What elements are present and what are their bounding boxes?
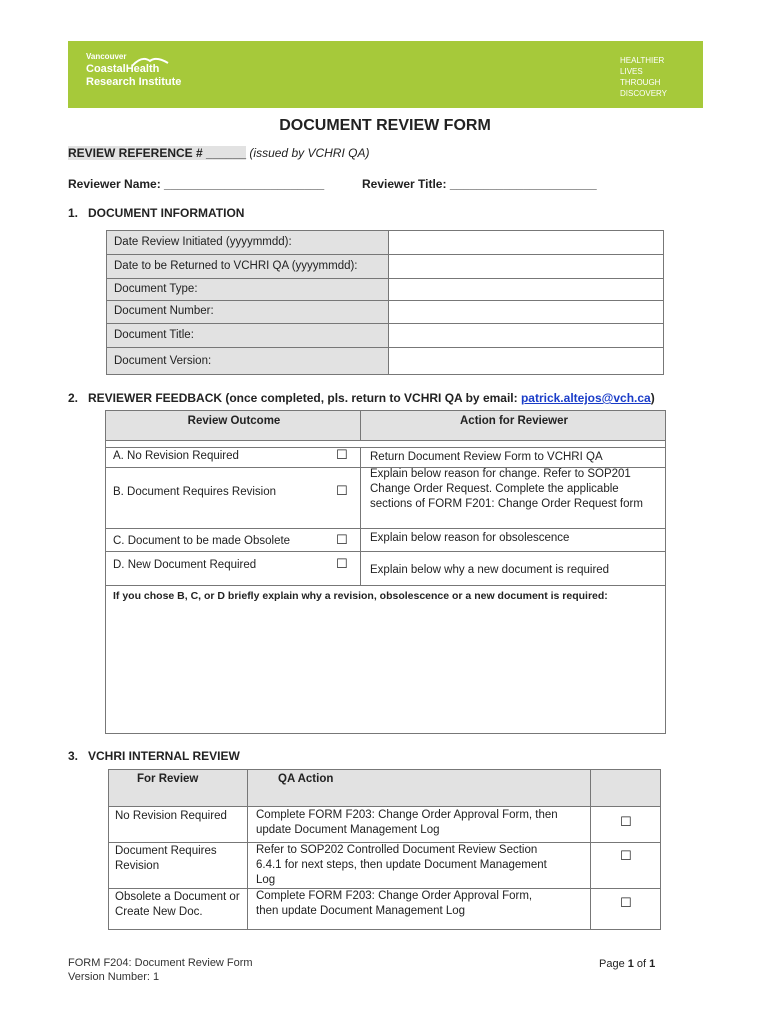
qa-no-revision-checkbox[interactable]: ☐ [620, 815, 632, 830]
action-reviewer-header [360, 410, 666, 441]
tagline [620, 55, 667, 99]
doc-info-label-cell [106, 300, 389, 324]
qa-action-cell [247, 888, 591, 930]
page-total: 1 [649, 958, 656, 970]
outcome-cell [105, 447, 361, 468]
doc-info-label: Date Review Initiated (yyyymmdd): [114, 236, 292, 248]
qa-action-text: Complete FORM F203: Change Order Approval Form, then update Document Management Log [256, 890, 533, 917]
tagline-line1: HEALTHIER [620, 56, 665, 65]
logo-line1: Vancouver [86, 52, 127, 61]
for-review-label: Obsolete a Document or Create New Doc. [115, 891, 240, 918]
email-link[interactable]: patrick.altejos@vch.ca [520, 391, 651, 405]
outcome-cell [105, 528, 361, 552]
for-review-label: Document Requires Revision [115, 845, 217, 872]
action-cell [360, 528, 666, 552]
page-label: Page [599, 958, 628, 970]
qa-obsolete-checkbox[interactable]: ☐ [620, 896, 632, 911]
section2-heading-end: ) [650, 391, 655, 405]
outcome-cell [105, 551, 361, 586]
tagline-line2: LIVES [620, 67, 643, 76]
qa-check-cell [590, 888, 661, 930]
outcome-c-checkbox[interactable]: ☐ [336, 533, 348, 548]
for-review-cell [108, 888, 248, 930]
doc-info-label-cell [106, 254, 389, 279]
qa-action-text: Refer to SOP202 Controlled Document Review Section 6.4.1 for next steps, then update Document Management Log [256, 844, 547, 886]
doc-info-label-cell [106, 278, 389, 301]
action-cell [360, 447, 666, 468]
action-reviewer-heading: Action for Reviewer [460, 415, 568, 427]
page-title: DOCUMENT REVIEW FORM [279, 117, 491, 134]
page-of: of [633, 958, 650, 970]
review-outcome-header [105, 410, 361, 441]
qa-action-header [247, 769, 591, 807]
for-review-label: No Revision Required [115, 810, 227, 822]
logo-line2: CoastalHealth [86, 63, 160, 75]
doc-info-label: Document Type: [114, 283, 198, 295]
action-cell [360, 551, 666, 586]
qa-action-cell [247, 842, 591, 889]
section2-heading-text: 2. REVIEWER FEEDBACK (once completed, pls. return to VCHRI QA by email: [68, 391, 521, 405]
doc-info-value-field[interactable] [388, 254, 664, 279]
reviewer-name-field[interactable]: Reviewer Name: ________________________ [68, 177, 325, 191]
footer-form-name: FORM F204: Document Review Form [68, 957, 253, 969]
doc-info-value-field[interactable] [388, 230, 664, 255]
doc-info-label: Date to be Returned to VCHRI QA (yyyymmdd): [114, 260, 358, 272]
review-reference-label: REVIEW REFERENCE # ______ [68, 146, 247, 160]
mountain-logo-icon [130, 53, 170, 69]
action-text: Return Document Review Form to VCHRI QA [370, 451, 603, 463]
doc-info-label: Document Title: [114, 329, 194, 341]
outcome-label: A. No Revision Required [113, 450, 239, 462]
reviewer-title-field[interactable]: Reviewer Title: ______________________ [362, 177, 597, 191]
explanation-prompt: If you chose B, C, or D briefly explain why a revision, obsolescence or a new document is required: [113, 590, 608, 602]
section2-heading [68, 391, 655, 405]
tagline-line4: DISCOVERY [620, 89, 667, 98]
tagline-line3: THROUGH [620, 78, 661, 87]
outcome-b-checkbox[interactable]: ☐ [336, 484, 348, 499]
outcome-d-checkbox[interactable]: ☐ [336, 557, 348, 572]
action-text: Explain below reason for change. Refer to SOP201 Change Order Request. Complete the applicable sections of FORM F201: Change Order Request form [370, 468, 643, 510]
for-review-heading: For Review [137, 773, 199, 785]
action-text: Explain below why a new document is required [370, 564, 610, 576]
section1-heading: 1. DOCUMENT INFORMATION [68, 206, 245, 220]
qa-action-cell [247, 806, 591, 843]
review-reference-note: (issued by VCHRI QA) [249, 146, 370, 160]
explanation-field[interactable] [105, 585, 666, 734]
footer-left [68, 956, 253, 984]
action-cell [360, 467, 666, 529]
review-outcome-heading: Review Outcome [187, 415, 281, 427]
doc-info-label: Document Version: [114, 355, 212, 367]
doc-info-label-cell [106, 347, 389, 375]
qa-check-cell [590, 806, 661, 843]
doc-info-label-cell [106, 323, 389, 348]
logo-line3: Research Institute [86, 76, 182, 88]
page-current: 1 [627, 958, 634, 970]
doc-info-value-field[interactable] [388, 347, 664, 375]
qa-requires-revision-checkbox[interactable]: ☐ [620, 849, 632, 864]
outcome-label: D. New Document Required [113, 559, 257, 571]
for-review-header [108, 769, 248, 807]
qa-check-header [590, 769, 661, 807]
qa-check-cell [590, 842, 661, 889]
review-reference [68, 146, 369, 160]
action-text: Explain below reason for obsolescence [370, 532, 570, 544]
qa-action-heading: QA Action [278, 773, 334, 785]
for-review-cell [108, 806, 248, 843]
qa-action-text: Complete FORM F203: Change Order Approval Form, then update Document Management Log [256, 809, 558, 836]
doc-info-value-field[interactable] [388, 300, 664, 324]
header-banner [68, 41, 703, 108]
doc-info-label: Document Number: [114, 305, 214, 317]
footer-page-number [599, 958, 655, 970]
doc-info-value-field[interactable] [388, 323, 664, 348]
for-review-cell [108, 842, 248, 889]
outcome-label: B. Document Requires Revision [113, 486, 276, 498]
doc-info-label-cell [106, 230, 389, 255]
footer-version: Version Number: 1 [68, 971, 160, 983]
outcome-label: C. Document to be made Obsolete [113, 535, 291, 547]
outcome-cell [105, 467, 361, 529]
outcome-a-checkbox[interactable]: ☐ [336, 448, 348, 463]
section3-heading: 3. VCHRI INTERNAL REVIEW [68, 749, 240, 763]
doc-info-value-field[interactable] [388, 278, 664, 301]
